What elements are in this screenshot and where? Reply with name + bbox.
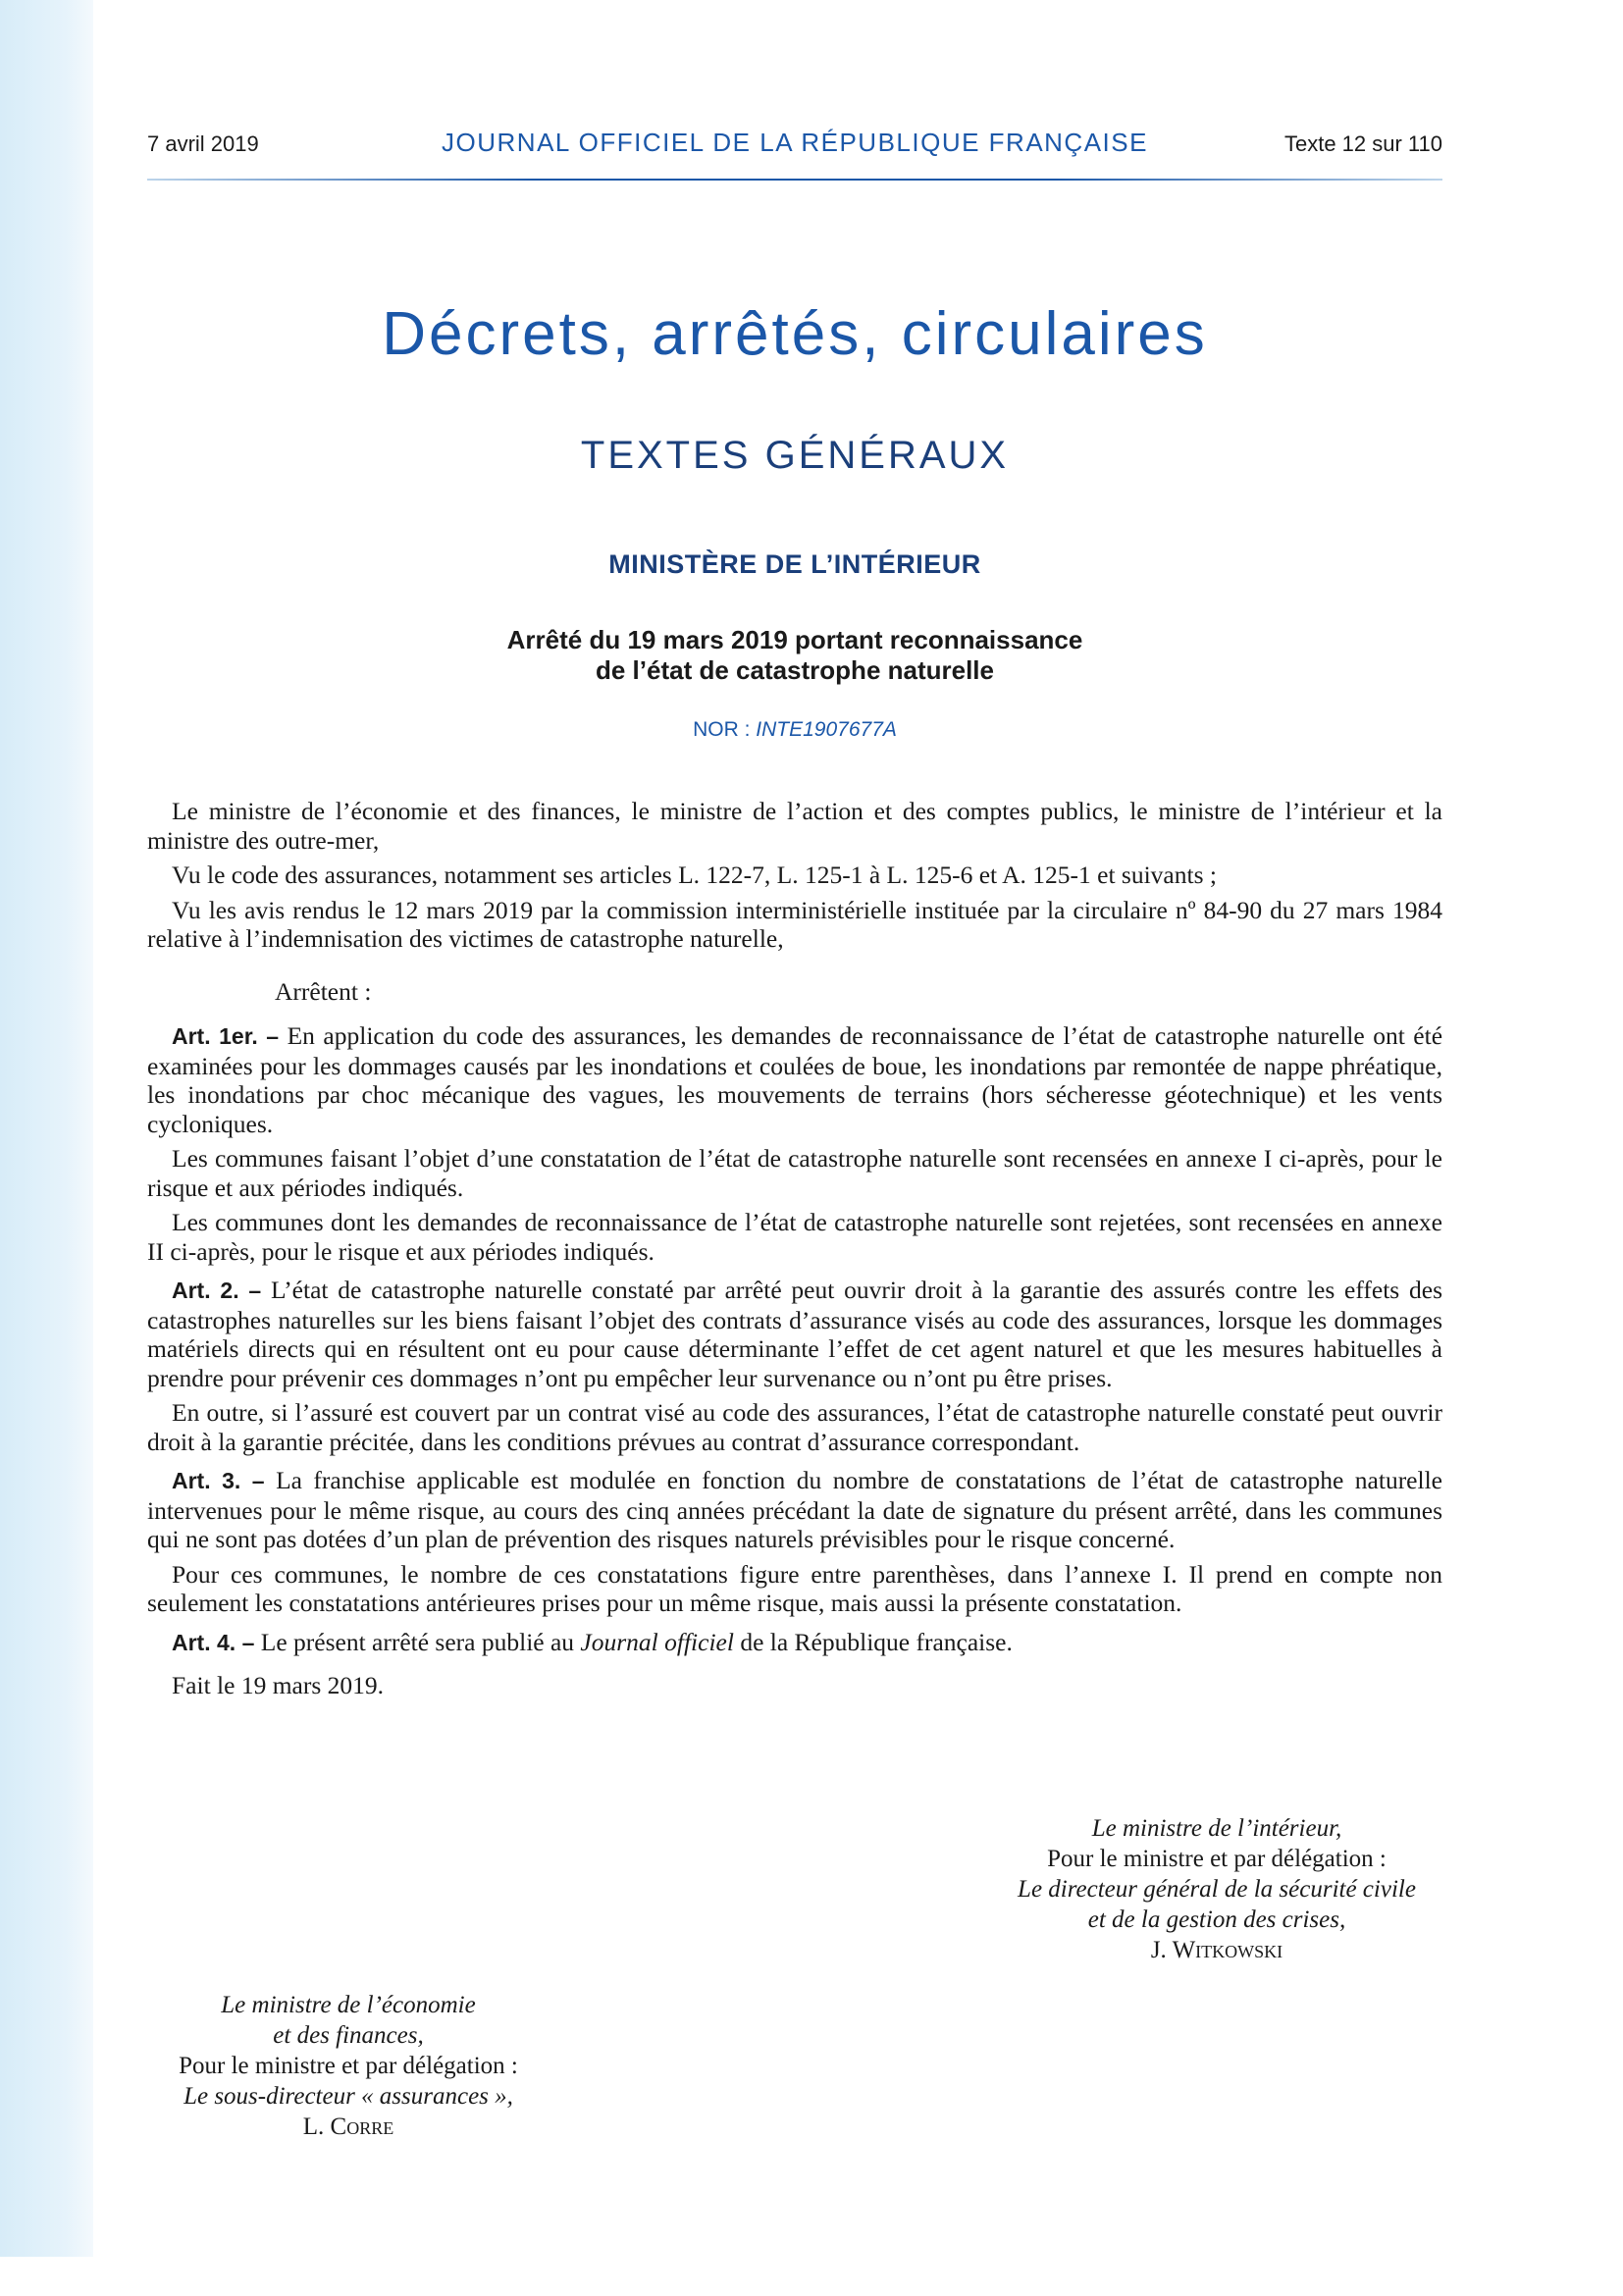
article-4-label: Art. 4. – <box>172 1629 255 1655</box>
preamble-vu-avis: Vu les avis rendus le 12 mars 2019 par la commission interministérielle instituée par la circulaire nº 84-90 du 27 mars 1984 relative à l’indemnisation des victimes de catastrophe naturelle, <box>147 895 1442 953</box>
signature-economie <box>147 1990 550 2142</box>
document-page <box>147 0 1442 2296</box>
article-1-paragraph-3: Les communes dont les demandes de reconnaissance de l’état de catastrophe naturelle sont rejetées, sont recensées en annexe II ci-après, pour le risque et aux périodes indiqués. <box>147 1208 1442 1266</box>
article-2-paragraph-2: En outre, si l’assuré est couvert par un contrat visé au code des assurances, l’état de catastrophe naturelle constaté peut ouvrir droit à la garantie précitée, dans les conditions prévues au contrat d’assurance correspondant. <box>147 1398 1442 1456</box>
arretent: Arrêtent : <box>275 976 372 1006</box>
preamble-vu-code: Vu le code des assurances, notamment ses articles L. 122-7, L. 125-1 à L. 125-6 et A. 125-1 et suivants ; <box>172 861 1217 889</box>
header-texte-count: Texte 12 sur 110 <box>1283 131 1442 156</box>
arrete-title <box>147 625 1442 686</box>
arrete-title-line-2: de l’état de catastrophe naturelle <box>595 655 994 685</box>
article-3 <box>147 1466 1442 1554</box>
signature-economie-line-3: Pour le ministre et par délégation : <box>179 2053 518 2079</box>
nor-label: NOR : <box>693 718 757 741</box>
article-4 <box>147 1628 1442 1658</box>
signature-interieur-line-4: et de la gestion des crises, <box>1087 1906 1346 1933</box>
article-2 <box>147 1276 1442 1392</box>
article-3-text: La franchise applicable est modulée en fonction du nombre de constatations de l’état de catastrophe naturelle intervenues pour le même risque, au cours des cinq années précédant la date de signature du présent arrêté, dans les communes qui ne sont pas dotées d’un plan de prévention des risques naturels prévisibles pour le risque concerné. <box>147 1466 1442 1553</box>
ministry-title: MINISTÈRE DE L’INTÉRIEUR <box>608 549 981 579</box>
scan-side-band <box>0 0 93 2257</box>
article-1-paragraph-2: Les communes faisant l’objet d’une constatation de l’état de catastrophe naturelle sont recensées en annexe I ci-après, pour le risque et aux périodes indiqués. <box>147 1144 1442 1202</box>
header-date: 7 avril 2019 <box>147 131 259 156</box>
nor-value: INTE1907677A <box>756 718 897 741</box>
signature-interieur-name: J. Witkowski <box>1150 1937 1283 1963</box>
article-3-label: Art. 3. – <box>172 1468 265 1493</box>
article-4-journal-officiel: Journal officiel <box>580 1627 734 1656</box>
signature-interieur-line-3: Le directeur général de la sécurité civile <box>1018 1876 1416 1903</box>
arrete-title-line-1: Arrêté du 19 mars 2019 portant reconnaissance <box>506 625 1083 654</box>
fait-date: Fait le 19 mars 2019. <box>172 1671 385 1699</box>
page-header <box>147 126 1442 165</box>
nor-reference <box>147 718 1442 742</box>
main-title: Décrets, arrêtés, circulaires <box>382 300 1208 368</box>
article-1 <box>147 1021 1442 1138</box>
signature-economie-name: L. Corre <box>302 2113 394 2140</box>
article-2-label: Art. 2. – <box>172 1278 262 1303</box>
article-1-label: Art. 1er. – <box>172 1023 280 1049</box>
signature-economie-line-4: Le sous-directeur « assurances », <box>183 2083 513 2110</box>
signature-economie-line-1: Le ministre de l’économie <box>221 1992 476 2018</box>
article-4-text-after: de la République française. <box>733 1627 1013 1656</box>
signature-interieur-line-2: Pour le ministre et par délégation : <box>1047 1846 1387 1872</box>
signature-interieur <box>913 1813 1521 1965</box>
signature-interieur-line-1: Le ministre de l’intérieur, <box>1091 1815 1342 1842</box>
document-body <box>147 797 1442 1706</box>
article-1-text: En application du code des assurances, les demandes de reconnaissance de l’état de catastrophe naturelle ont été examinées pour les dommages causés par les inondations et coulées de boue, les inondations par remontée de nappe phréatique, les inondations par choc mécanique des vagues, les mouvements de terrains (hors sécheresse géotechnique) et les vents cycloniques. <box>147 1021 1443 1138</box>
article-2-text: L’état de catastrophe naturelle constaté par arrêté peut ouvrir droit à la garantie des assurés contre les effets des catastrophes naturelles sur les biens faisant l’objet des contrats d’assurance visés au code des assurances, lorsque les dommages matériels directs qui en résultent ont eu pour cause déterminante l’effet de cet agent naturel et que les mesures habituelles à prendre pour prévenir ces dommages n’ont pu empêcher leur survenance ou n’ont pu être prises. <box>147 1276 1442 1392</box>
header-divider <box>147 179 1442 181</box>
article-4-text-before: Le présent arrêté sera publié au <box>260 1627 581 1656</box>
preamble-ministers: Le ministre de l’économie et des finances, le ministre de l’action et des comptes publics, le ministre de l’intérieur et la ministre des outre-mer, <box>147 797 1442 855</box>
article-3-paragraph-2: Pour ces communes, le nombre de ces constatations figure entre parenthèses, dans l’annexe I. Il prend en compte non seulement les constatations antérieures prises pour un même risque, mais aussi la présente constatation. <box>147 1559 1442 1617</box>
section-title: TEXTES GÉNÉRAUX <box>580 434 1010 477</box>
header-journal-title: JOURNAL OFFICIEL DE LA RÉPUBLIQUE FRANÇAISE <box>442 128 1148 157</box>
signature-economie-line-2: et des finances, <box>273 2022 424 2049</box>
